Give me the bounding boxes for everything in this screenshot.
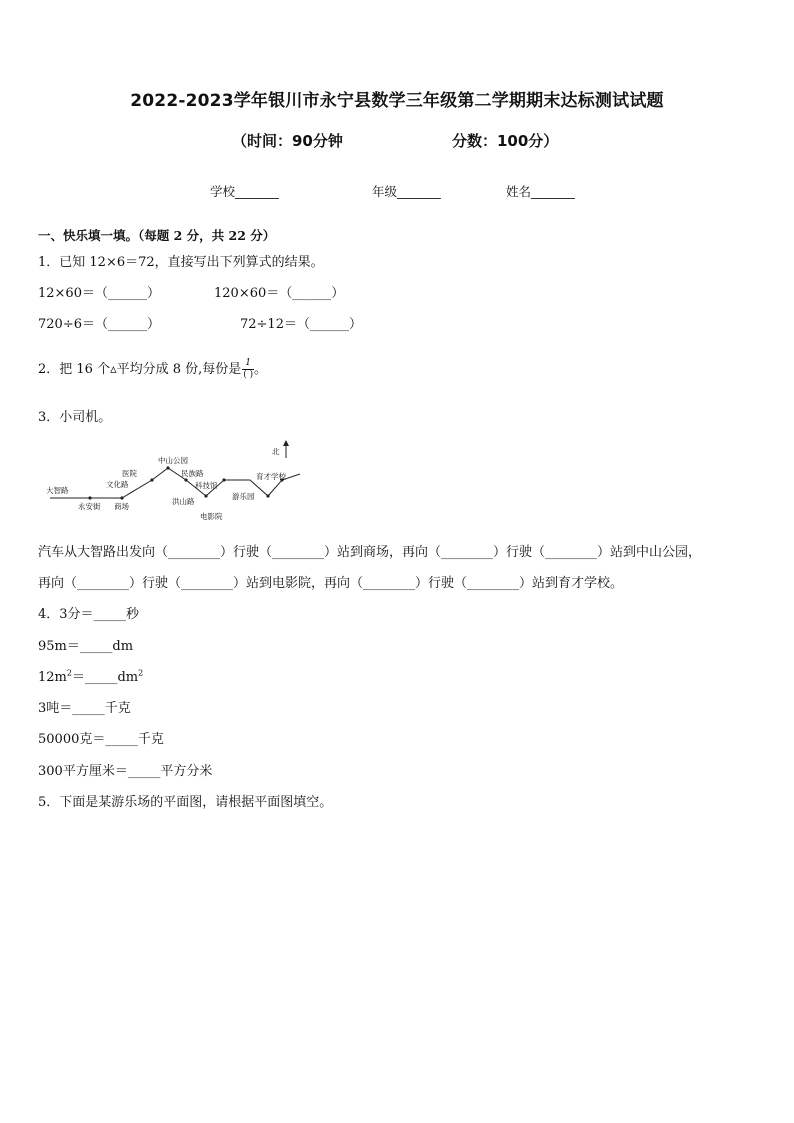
map-label-shangchang: 商场	[114, 502, 129, 511]
q4-item-2[interactable]: 95m＝_____dm	[38, 639, 134, 654]
q4-item-1[interactable]: 4．3分＝_____秒	[38, 607, 140, 622]
q2-line	[38, 358, 267, 380]
q1-item-b[interactable]: 120×60＝（______）	[214, 286, 345, 301]
north-arrow-head	[283, 440, 289, 446]
q3-route-line2[interactable]: 再向（________）行驶（________）站到电影院，再向（________）行驶（________）站到育才学校。	[38, 576, 624, 591]
stop-yongan	[88, 496, 91, 499]
q1-prompt: 1．已知 12×6＝72，直接写出下列算式的结果。	[38, 255, 324, 270]
q4-item-3-a: 12m	[38, 670, 67, 685]
exam-score: 分数：100分）	[452, 132, 559, 150]
q4-item-3[interactable]	[38, 666, 143, 685]
q4-item-3-c[interactable]: ＝_____dm	[71, 670, 139, 685]
map-label-yongan: 永安街	[78, 502, 101, 511]
stop-minzu	[184, 478, 187, 481]
map-label-keji: 科技馆	[195, 481, 218, 490]
q4-item-5[interactable]: 50000克＝_____千克	[38, 732, 164, 747]
map-label-dazhi: 大智路	[46, 486, 69, 495]
route-map	[40, 438, 310, 530]
q1-item-d[interactable]: 72÷12＝（______）	[240, 317, 362, 332]
map-label-yucai: 育才学校	[256, 472, 286, 481]
q2-text: 2．把 16 个▵平均分成 8 份,每份是	[38, 362, 242, 377]
map-label-zhongshan: 中山公园	[158, 456, 188, 465]
q1-item-c[interactable]: 720÷6＝（______）	[38, 317, 160, 332]
q4-item-3-sup1: 2	[66, 668, 72, 678]
q4-item-3-sup2: 2	[138, 668, 144, 678]
exam-time: （时间：90分钟	[232, 132, 343, 150]
q2-fraction-denominator[interactable]: ( )	[243, 370, 254, 380]
map-label-dianying: 电影院	[200, 512, 223, 521]
map-label-wenhua: 文化路	[106, 480, 129, 489]
q2-end: 。	[254, 362, 268, 377]
stop-shangchang	[120, 496, 123, 499]
q3-prompt: 3．小司机。	[38, 410, 112, 425]
map-label-north: 北	[272, 447, 280, 456]
section-heading: 一、快乐填一填。（每题 2 分，共 22 分）	[38, 228, 276, 243]
stop-youle	[266, 494, 269, 497]
q2-fraction[interactable]	[242, 359, 254, 380]
q1-item-a[interactable]: 12×60＝（______）	[38, 286, 160, 301]
stop-keji	[222, 478, 225, 481]
grade-field[interactable]: 年级_______	[372, 184, 441, 199]
q2-fraction-numerator: 1	[242, 359, 254, 370]
q4-item-6[interactable]: 300平方厘米＝_____平方分米	[38, 764, 213, 779]
stop-wenhua	[150, 478, 153, 481]
stop-dianying	[204, 494, 207, 497]
map-label-youle: 游乐园	[232, 492, 255, 501]
map-label-yiyuan: 医院	[122, 469, 137, 478]
school-field[interactable]: 学校_______	[210, 184, 279, 199]
q3-route-line1[interactable]: 汽车从大智路出发向（________）行驶（________）站到商场，再向（________）行驶（________）站到中山公园，	[38, 545, 702, 560]
exam-title: 2022-2023学年银川市永宁县数学三年级第二学期期末达标测试试题	[130, 91, 664, 111]
q5-prompt: 5．下面是某游乐场的平面图，请根据平面图填空。	[38, 795, 333, 810]
name-field[interactable]: 姓名_______	[506, 184, 575, 199]
q4-item-4[interactable]: 3吨＝_____千克	[38, 701, 131, 716]
map-label-hongshan: 洪山路	[172, 497, 195, 506]
map-label-minzu: 民族路	[181, 469, 204, 478]
stop-zhongshan	[166, 466, 169, 469]
